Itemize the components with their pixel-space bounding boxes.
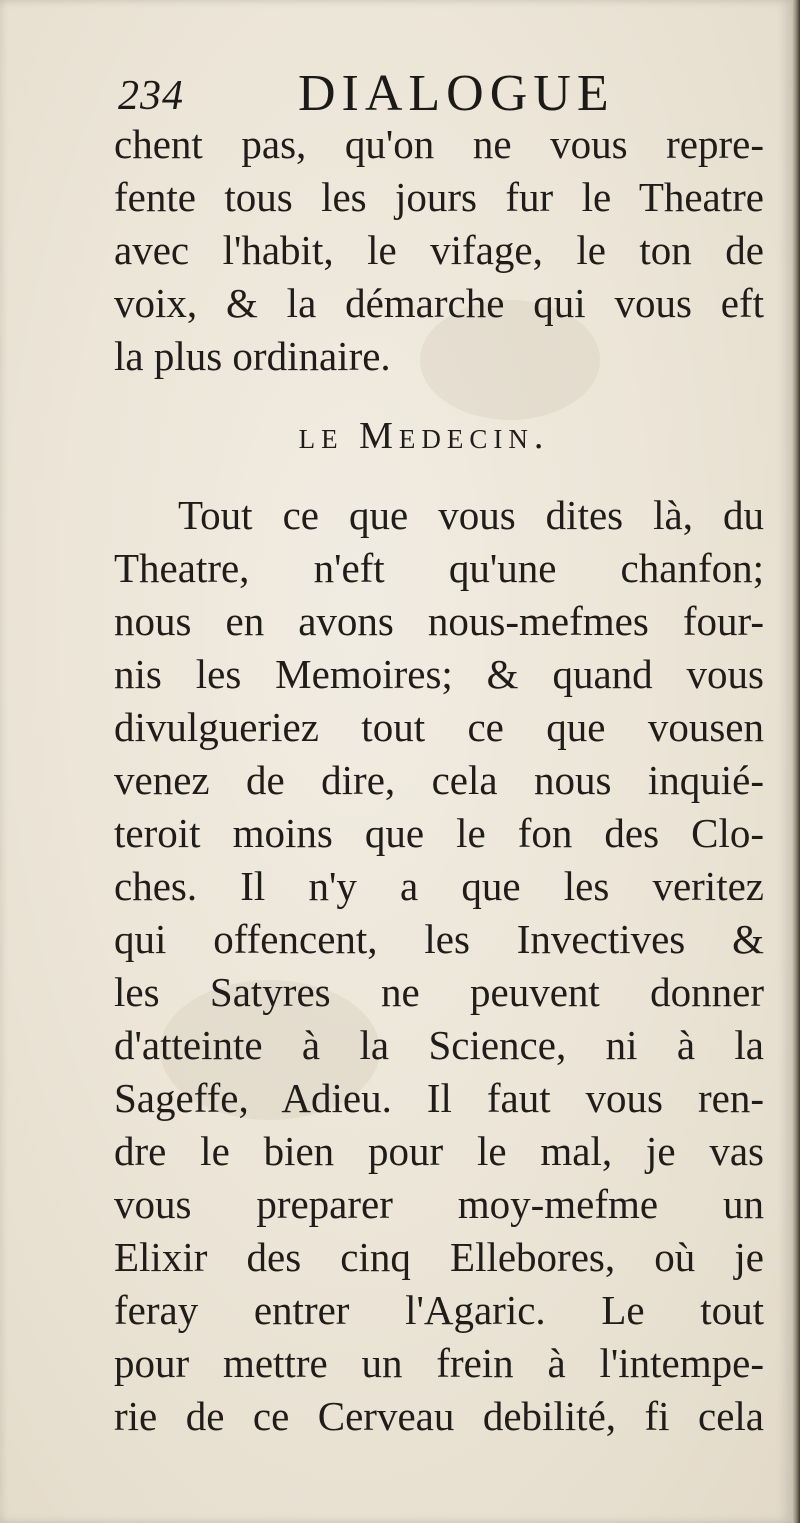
page-text bbox=[114, 118, 764, 1443]
text-line: d'atteinte à la Science, ni à la bbox=[114, 1022, 764, 1068]
text-line: chent pas, qu'on ne vous repre- bbox=[114, 121, 764, 167]
text-line: les Satyres ne peuvent donner bbox=[114, 969, 764, 1015]
text-line: avec l'habit, le vifage, le ton de bbox=[114, 227, 764, 273]
page-edge-shadow bbox=[792, 0, 800, 1523]
text-line: pour mettre un frein à l'intempe- bbox=[114, 1340, 764, 1386]
text-line: teroit moins que le fon des Clo- bbox=[114, 810, 764, 856]
text-line: nis les Memoires; & quand vous bbox=[114, 651, 764, 697]
page-header bbox=[118, 60, 758, 120]
text-line: Elixir des cinq Ellebores, où je bbox=[114, 1234, 764, 1280]
text-line: feray entrer l'Agaric. Le tout bbox=[114, 1287, 764, 1333]
text-line: rie de ce Cerveau debilité, fi cela bbox=[114, 1393, 764, 1439]
text-line: vous preparer moy-mefme un bbox=[114, 1181, 764, 1227]
running-title: DIALOGUE bbox=[298, 65, 615, 122]
text-line: divulgueriez tout ce que vousen bbox=[114, 704, 764, 750]
text-line: venez de dire, cela nous inquié- bbox=[114, 757, 764, 803]
text-line: voix, & la démarche qui vous eft bbox=[114, 280, 764, 326]
text-line: Theatre, n'eft qu'une chanfon; bbox=[114, 545, 764, 591]
text-line: la plus ordinaire. bbox=[114, 333, 391, 379]
text-line: ches. Il n'y a que les veritez bbox=[114, 863, 764, 909]
text-line: qui offencent, les Invectives & bbox=[114, 916, 764, 962]
text-line: dre le bien pour le mal, je vas bbox=[114, 1128, 764, 1174]
page-number: 234 bbox=[118, 73, 184, 119]
text-line: Sageffe, Adieu. Il faut vous ren- bbox=[114, 1075, 764, 1121]
text-line: fente tous les jours fur le Theatre bbox=[114, 174, 764, 220]
text-line: Tout ce que vous dites là, du bbox=[178, 492, 764, 538]
text-line: nous en avons nous-mefmes four- bbox=[114, 598, 764, 644]
speaker-heading: le Medecin. bbox=[298, 415, 550, 457]
